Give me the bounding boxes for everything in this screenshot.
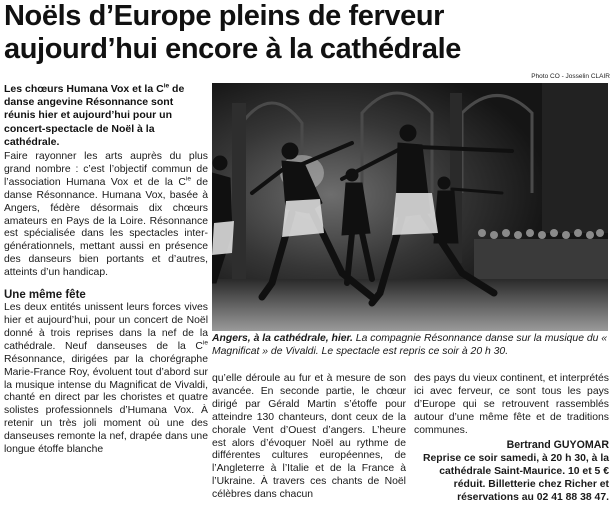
col3-paragraph: des pays du vieux continent, et interprétés ici avec ferveur, ce sont tous les pays d’Europe qui se retrouvent rassemblés autour d’une même fête et de traditions communes. — [414, 373, 609, 436]
intro-paragraph — [4, 151, 208, 280]
column-3 — [414, 373, 609, 504]
photo-caption — [212, 333, 608, 359]
event-info: Reprise ce soir samedi, à 20 h 30, à la cathédrale Saint-Maurice. 10 et 5 € réduit. Billetterie chez Richer et réservations au 02 41 88 38 47. — [423, 452, 609, 503]
intro-sup: ie — [185, 175, 191, 183]
section-paragraph — [4, 302, 208, 457]
intro-text-2: de danse Résonnance. Humana Vox, basée à Angers, fédère désormais dix chœurs amateurs en Pays de la Loire. Résonnance est spécialisée dans les spectacles inter-générationnels, mettant aussi en présence des danseurs bien portants et d’autres, atteints d’un handicap. — [4, 176, 208, 279]
headline-line-2: aujourd’hui encore à la cathédrale — [4, 33, 461, 65]
column-1 — [4, 151, 208, 457]
photo-credit: Photo CO - Josselin CLAIR — [531, 73, 610, 80]
lede-text-1: Les chœurs Humana Vox et la C — [4, 83, 164, 95]
lede-sup: ie — [163, 82, 170, 90]
lede-paragraph — [4, 83, 206, 149]
dance-photo-illustration — [212, 83, 608, 331]
headline-line-1: Noëls d’Europe pleins de ferveur — [4, 0, 445, 32]
col2-paragraph: qu’elle déroule au fur et à mesure de son avancée. En seconde partie, le chœur dirigé par Gérald Martin s’étoffe pour atteindre 130 chanteurs, dont ceux de la chorale Vent d’Ouest d’angers. L’heure est alors d’évoquer Noël au rythme de différentes cultures européennes, de l’Angleterre à l’Italie et de la France à l’Ukraine. À travers ces chants de Noël célèbres dans chacun — [212, 373, 406, 501]
caption-bold: Angers, à la cathédrale, hier. — [212, 333, 353, 344]
caption-text: La compagnie Résonnance danse sur la musique du « Magnificat » de Vivaldi. Le spectacle est repris ce soir à 20 h 30. — [212, 333, 608, 357]
headline — [4, 0, 609, 66]
section-subhead: Une même fête — [4, 289, 86, 302]
section-text-2: Résonnance, dirigées par la chorégraphe Marie-France Roy, évoluent tout d’abord sur la musique intense du Magnificat de Vivaldi, chanté en direct par les choristes et quatre solistes professionnels d’Humana Vox. À retenir un très joli moment où une des danseuses remonte la nef, drapée dans une longue étoffe blanche — [4, 353, 208, 456]
lede-text-2: de danse angevine Résonnance sont réunis hier et aujourd’hui pour un concert-spectacle de Noël à la cathédrale. — [4, 83, 185, 148]
section-sup: ie — [202, 339, 208, 347]
intro-text-1: Faire rayonner les arts auprès du plus grand nombre : c’est l’objectif commun de l’association Humana Vox et de la C — [4, 151, 208, 188]
author-byline: Bertrand GUYOMAR — [506, 438, 609, 451]
section-text-1: Les deux entités unissent leurs forces vives hier et aujourd’hui, pour un concert de Noël donné à trois reprises dans la nef de la cathédrale. Neuf danseuses de la C — [4, 302, 208, 352]
column-2 — [212, 373, 406, 502]
dance-photo — [212, 83, 608, 331]
